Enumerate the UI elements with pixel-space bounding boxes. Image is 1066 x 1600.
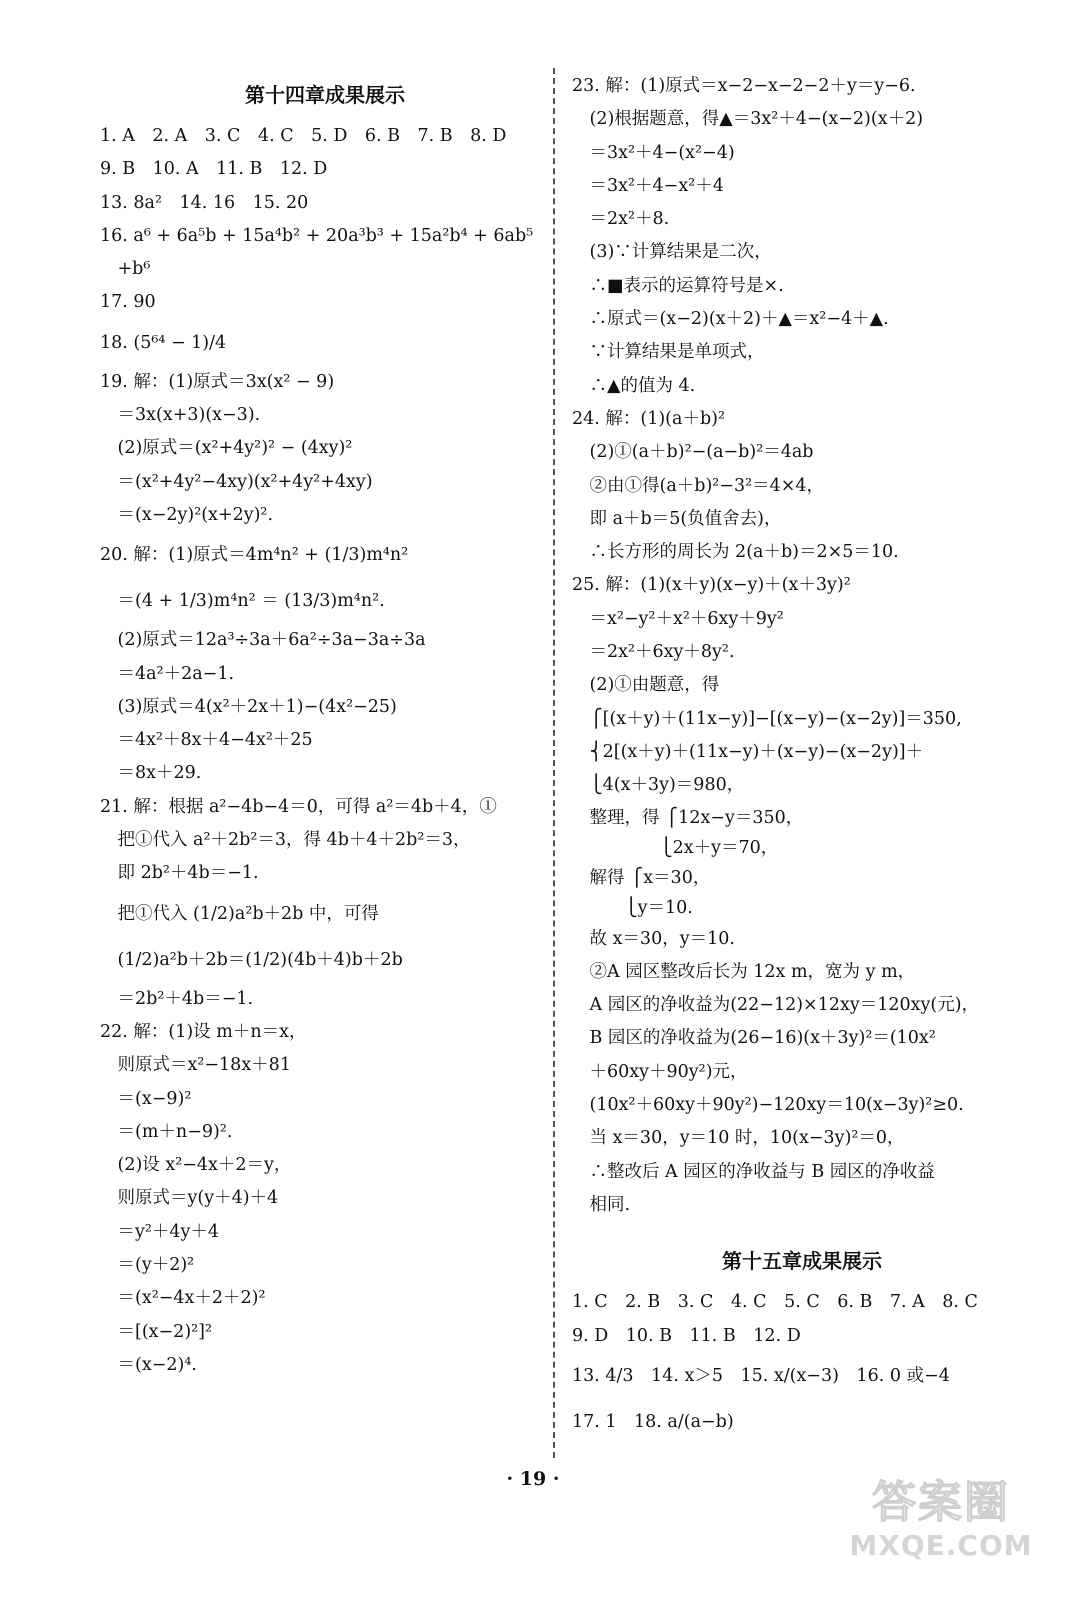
answer-line: ∴长方形的周长为 2(a＋b)＝2×5＝10. xyxy=(572,542,899,563)
answer-line: 即 2b²＋4b＝−1. xyxy=(100,863,259,884)
answer-line: 解得 ⎧x＝30， xyxy=(572,867,711,888)
answer-line: 18. (5⁶⁴ − 1)/4 xyxy=(100,332,227,353)
answer-line: ＝(4 + 1/3)m⁴n² ＝ (13/3)m⁴n². xyxy=(100,591,385,612)
answer-line: 17. 1 18. a/(a−b) xyxy=(572,1411,734,1432)
answer-line: ＝(x−9)² xyxy=(100,1088,192,1109)
answer-line: 21. 解：根据 a²−4b−4＝0，可得 a²＝4b＋4，① xyxy=(100,796,497,817)
answer-line: ＝(x−2)⁴. xyxy=(100,1354,197,1375)
answer-line: 17. 90 xyxy=(100,292,156,313)
answer-line: 23. 解：(1)原式＝x−2−x−2−2＋y＝y−6. xyxy=(572,76,916,96)
answer-line: 整理，得 ⎧12x−y＝350， xyxy=(572,807,804,828)
answer-line: (3)∵计算结果是二次， xyxy=(572,242,772,263)
answer-line: 13. 8a² 14. 16 15. 20 xyxy=(100,192,309,213)
chapter-title: 第十五章成果展示 xyxy=(722,1249,882,1274)
answer-line: +b⁶ xyxy=(100,259,151,280)
answer-line: ＝4x²＋8x＋4−4x²＋25 xyxy=(100,730,313,751)
answer-line: (2)设 x²−4x＋2＝y， xyxy=(100,1155,292,1176)
answer-line: ＝3x²＋4−x²＋4 xyxy=(572,175,724,196)
answer-line: ＝2x²＋6xy＋8y². xyxy=(572,642,735,663)
answer-line: (2)原式＝12a³÷3a＋6a²÷3a−3a÷3a xyxy=(100,630,426,651)
watermark-logo xyxy=(846,1477,1036,1572)
answer-line: ⎩2x＋y＝70， xyxy=(572,837,779,858)
answer-line: 故 x＝30，y＝10. xyxy=(572,928,735,949)
answer-line: ②由①得(a＋b)²−3²＝4×4， xyxy=(572,475,825,496)
answer-line: 9. D 10. B 11. B 12. D xyxy=(572,1325,801,1346)
answer-line: 25. 解：(1)(x＋y)(x−y)＋(x＋3y)² xyxy=(572,575,851,596)
answer-line: 9. B 10. A 11. B 12. D xyxy=(100,159,328,180)
answer-line: ＝4a²＋2a−1. xyxy=(100,663,235,684)
answer-line: 把①代入 (1/2)a²b＋2b 中，可得 xyxy=(100,903,379,924)
answer-line: ⎩4(x＋3y)＝980， xyxy=(572,775,745,796)
answer-line: 13. 4/3 14. x＞5 15. x/(x−3) 16. 0 或−4 xyxy=(572,1365,950,1386)
answer-line: (2)原式＝(x²+4y²)² − (4xy)² xyxy=(100,438,353,459)
answer-line: 20. 解：(1)原式＝4m⁴n² + (1/3)m⁴n² xyxy=(100,545,409,566)
answer-line: ＝(x²+4y²−4xy)(x²+4y²+4xy) xyxy=(100,471,373,492)
answer-line: ⎨2[(x＋y)＋(11x−y)＋(x−y)−(x−2y)]＋ xyxy=(572,741,924,762)
answer-line: 1. C 2. B 3. C 4. C 5. C 6. B 7. A 8. C xyxy=(572,1292,978,1313)
answer-line: 把①代入 a²＋2b²＝3，得 4b＋4＋2b²＝3， xyxy=(100,830,471,851)
answer-line: 16. a⁶ + 6a⁵b + 15a⁴b² + 20a³b³ + 15a²b⁴ + 6ab⁵ xyxy=(100,225,534,246)
answer-line: (2)①(a＋b)²−(a−b)²＝4ab xyxy=(572,442,814,463)
answer-line: ∴原式＝(x−2)(x＋2)＋▲＝x²−4＋▲. xyxy=(572,309,889,330)
answer-line: ＝(x²−4x＋2＋2)² xyxy=(100,1288,266,1309)
answer-line: ＝[(x−2)²]² xyxy=(100,1321,213,1342)
answer-line: 19. 解：(1)原式＝3x(x² − 9) xyxy=(100,371,335,392)
section-gap xyxy=(572,1222,1032,1236)
answer-line: 则原式＝y(y＋4)＋4 xyxy=(100,1188,279,1209)
answer-line: (2)①由题意，得 xyxy=(572,675,720,696)
watermark-bottom-text: MXQE.COM xyxy=(849,1529,1033,1562)
answer-line: ＝(y＋2)² xyxy=(100,1255,195,1276)
answer-line: ＋60xy＋90y²)元， xyxy=(572,1061,748,1082)
column-divider xyxy=(553,68,555,1458)
answer-line: 则原式＝x²−18x＋81 xyxy=(100,1055,291,1076)
answer-line: (10x²＋60xy＋90y²)−120xy＝10(x−3y)²≥0. xyxy=(572,1095,964,1116)
answer-line: ＝3x(x+3)(x−3). xyxy=(100,405,261,426)
chapter-title: 第十四章成果展示 xyxy=(245,83,405,107)
answer-line: ＝2b²＋4b＝−1. xyxy=(100,988,254,1009)
answer-line: 即 a＋b＝5(负值舍去)， xyxy=(572,508,782,529)
answer-line: ＝(x−2y)²(x+2y)². xyxy=(100,504,274,525)
answer-line: 22. 解：(1)设 m＋n＝x， xyxy=(100,1021,307,1042)
answer-line: ⎧[(x＋y)＋(11x−y)]−[(x−y)−(x−2y)]＝350, xyxy=(572,708,962,729)
answer-line: (2)根据题意，得▲＝3x²＋4−(x−2)(x＋2) xyxy=(572,109,924,130)
watermark-top-text: 答案圈 xyxy=(872,1477,1010,1528)
answer-line: ＝x²−y²＋x²＋6xy＋9y² xyxy=(572,608,784,629)
answer-line: ∴▲的值为 4. xyxy=(572,375,696,396)
answer-line: B 园区的净收益为(26−16)(x＋3y)²＝(10x² xyxy=(572,1028,936,1049)
answer-line: 当 x＝30，y＝10 时，10(x−3y)²＝0， xyxy=(572,1128,905,1149)
answer-line: ∴整改后 A 园区的净收益与 B 园区的净收益 xyxy=(572,1161,935,1182)
answer-line: (3)原式＝4(x²＋2x＋1)−(4x²−25) xyxy=(100,696,397,717)
answer-line: (1/2)a²b＋2b＝(1/2)(4b＋4)b＋2b xyxy=(100,949,403,970)
answer-line: ＝y²＋4y＋4 xyxy=(100,1221,220,1242)
left-column xyxy=(100,70,550,1382)
answer-line: 1. A 2. A 3. C 4. C 5. D 6. B 7. B 8. D xyxy=(100,126,507,146)
answer-line: ∵计算结果是单项式， xyxy=(572,342,765,363)
answer-line: ②A 园区整改后长为 12x m，宽为 y m， xyxy=(572,961,916,982)
answer-line: ＝8x＋29. xyxy=(100,763,202,784)
answer-line: ∴■表示的运算符号是×. xyxy=(572,275,784,296)
answer-line: ＝(m＋n−9)². xyxy=(100,1121,233,1142)
answer-line: ＝3x²＋4−(x²−4) xyxy=(572,142,735,163)
answer-line: 相同. xyxy=(572,1194,631,1215)
answer-line: A 园区的净收益为(22−12)×12xy＝120xy(元)， xyxy=(572,995,980,1016)
answer-line: ⎩y＝10. xyxy=(572,897,693,918)
answer-line: ＝2x²＋8. xyxy=(572,209,670,230)
page-number: · 19 · xyxy=(506,1468,560,1490)
right-column xyxy=(572,70,1032,1445)
answer-line: 24. 解：(1)(a＋b)² xyxy=(572,408,725,429)
